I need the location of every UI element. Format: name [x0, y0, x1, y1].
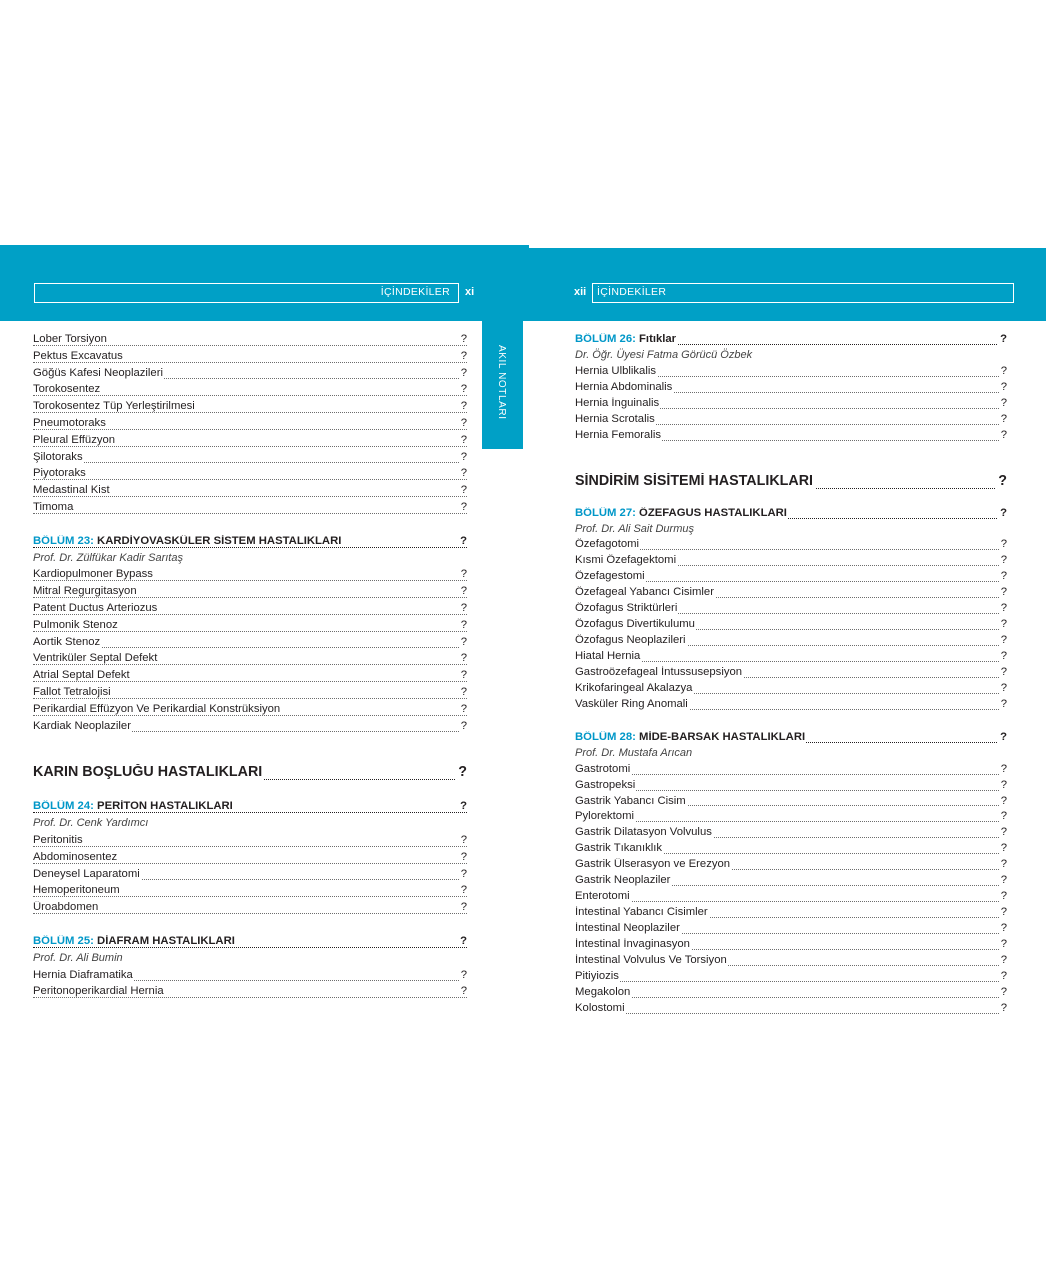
toc-entry[interactable]: Pulmonik Stenoz ?	[33, 619, 467, 636]
side-tab-label: AKIL NOTLARI	[496, 345, 507, 420]
left-header-title: İÇİNDEKİLER	[380, 286, 450, 298]
toc-entry[interactable]: Gastrik Tıkanıklık ?	[575, 842, 1007, 858]
toc-entry[interactable]: Vasküler Ring Anomali ?	[575, 698, 1007, 714]
toc-entry[interactable]: Patent Ductus Arteriozus ?	[33, 602, 467, 619]
toc-entry[interactable]: Kardiak Neoplaziler ?	[33, 720, 467, 737]
toc-entry[interactable]: Hemoperitoneum ?	[33, 884, 467, 901]
toc-entry[interactable]: Pektus Excavatus ?	[33, 350, 467, 367]
toc-entry[interactable]: Özefagestomi ?	[575, 570, 1007, 586]
toc-entry[interactable]: Pneumotoraks ?	[33, 417, 467, 434]
toc-entry[interactable]: Özofagus Divertikulumu ?	[575, 618, 1007, 634]
toc-entry[interactable]: Peritonitis ?	[33, 834, 467, 851]
toc-entry[interactable]: Özefagotomi ?	[575, 538, 1007, 554]
chapter-28-heading[interactable]: BÖLÜM 28: MİDE-BARSAK HASTALIKLARI ?	[575, 731, 1007, 747]
toc-entry[interactable]: İntestinal Yabancı Cisimler ?	[575, 906, 1007, 922]
toc-entry[interactable]: Atrial Septal Defekt ?	[33, 669, 467, 686]
chapter-26-heading[interactable]: BÖLÜM 26: Fıtıklar ?	[575, 333, 1007, 349]
chapter-27-author: Prof. Dr. Ali Sait Durmuş	[575, 522, 694, 535]
toc-entry[interactable]: Deneysel Laparatomi ?	[33, 868, 467, 885]
toc-entry[interactable]: Gastropeksi ?	[575, 779, 1007, 795]
chapter-25-heading[interactable]: BÖLÜM 25: DİAFRAM HASTALIKLARI ?	[33, 935, 467, 952]
right-page-number: xii	[574, 286, 587, 298]
chapter-24-heading[interactable]: BÖLÜM 24: PERİTON HASTALIKLARI ?	[33, 800, 467, 817]
toc-entry[interactable]: Fallot Tetralojisi ?	[33, 686, 467, 703]
chapter-26-author: Dr. Öğr. Üyesi Fatma Görücü Özbek	[575, 348, 753, 361]
toc-entry[interactable]: Lober Torsiyon ?	[33, 333, 467, 350]
toc-entry[interactable]: Şilotoraks ?	[33, 451, 467, 468]
toc-entry[interactable]: Hernia Ulblikalis ?	[575, 365, 1007, 381]
toc-entry[interactable]: Hernia İnguinalis ?	[575, 397, 1007, 413]
toc-entry[interactable]: Hernia Abdominalis ?	[575, 381, 1007, 397]
toc-entry[interactable]: Ventriküler Septal Defekt ?	[33, 652, 467, 669]
toc-entry[interactable]: Hernia Femoralis ?	[575, 429, 1007, 445]
toc-entry[interactable]: İntestinal Neoplaziler ?	[575, 922, 1007, 938]
toc-entry[interactable]: Pleural Effüzyon ?	[33, 434, 467, 451]
side-tab	[482, 321, 523, 449]
left-header-title-box	[34, 283, 459, 303]
section-heading-abdomen[interactable]: KARIN BOŞLUĞU HASTALIKLARI ?	[33, 764, 467, 784]
toc-entry[interactable]: Göğüs Kafesi Neoplazileri ?	[33, 367, 467, 384]
toc-entry[interactable]: Mitral Regurgitasyon ?	[33, 585, 467, 602]
left-toc-column	[33, 333, 467, 1002]
toc-entry[interactable]: Kolostomi ?	[575, 1002, 1007, 1018]
toc-entry[interactable]: Kısmi Özefagektomi ?	[575, 554, 1007, 570]
toc-entry[interactable]: Özefageal Yabancı Cisimler ?	[575, 586, 1007, 602]
toc-entry[interactable]: Pylorektomi ?	[575, 810, 1007, 826]
toc-entry[interactable]: Gastrik Dilatasyon Volvulus ?	[575, 826, 1007, 842]
chapter-23-author: Prof. Dr. Zülfükar Kadir Sarıtaş	[33, 551, 183, 564]
toc-entry[interactable]: Pitiyiozis ?	[575, 970, 1007, 986]
right-header-title: İÇİNDEKİLER	[597, 286, 667, 298]
toc-entry[interactable]: Özofagus Striktürleri ?	[575, 602, 1007, 618]
chapter-25-author: Prof. Dr. Ali Bumin	[33, 951, 123, 964]
toc-entry[interactable]: Timoma ?	[33, 501, 467, 518]
toc-entry[interactable]: Torokosentez ?	[33, 383, 467, 400]
toc-entry[interactable]: Enterotomi ?	[575, 890, 1007, 906]
chapter-28-author: Prof. Dr. Mustafa Arıcan	[575, 746, 693, 759]
toc-entry[interactable]: Kardiopulmoner Bypass ?	[33, 568, 467, 585]
toc-entry[interactable]: Gastrik Yabancı Cisim ?	[575, 795, 1007, 811]
toc-entry[interactable]: Peritonoperikardial Hernia ?	[33, 985, 467, 1002]
toc-entry[interactable]: Perikardial Effüzyon Ve Perikardial Konstrüksiyon ?	[33, 703, 467, 720]
toc-entry[interactable]: Torokosentez Tüp Yerleştirilmesi ?	[33, 400, 467, 417]
toc-entry[interactable]: Piyotoraks ?	[33, 467, 467, 484]
chapter-23-heading[interactable]: BÖLÜM 23: KARDİYOVASKÜLER SİSTEM HASTALIKLARI ?	[33, 535, 467, 552]
toc-entry[interactable]: Gastroözefageal İntussusepsiyon ?	[575, 666, 1007, 682]
toc-entry[interactable]: Hernia Scrotalis ?	[575, 413, 1007, 429]
toc-entry[interactable]: Hiatal Hernia ?	[575, 650, 1007, 666]
toc-entry[interactable]: Aortik Stenoz ?	[33, 636, 467, 653]
left-page-number: xi	[465, 286, 475, 298]
right-toc-column	[575, 333, 1007, 1018]
section-heading-digestive[interactable]: SİNDİRİM SİSİTEMİ HASTALIKLARI ?	[575, 473, 1007, 493]
toc-entry[interactable]: Gastrik Neoplaziler ?	[575, 874, 1007, 890]
chapter-27-heading[interactable]: BÖLÜM 27: ÖZEFAGUS HASTALIKLARI ?	[575, 507, 1007, 523]
toc-entry[interactable]: Megakolon ?	[575, 986, 1007, 1002]
toc-entry[interactable]: Gastrik Ülserasyon ve Erezyon ?	[575, 858, 1007, 874]
toc-entry[interactable]: Gastrotomi ?	[575, 763, 1007, 779]
toc-entry[interactable]: İntestinal Volvulus Ve Torsiyon ?	[575, 954, 1007, 970]
chapter-24-author: Prof. Dr. Cenk Yardımcı	[33, 817, 149, 830]
toc-entry[interactable]: Medastinal Kist ?	[33, 484, 467, 501]
toc-entry[interactable]: Krikofaringeal Akalazya ?	[575, 682, 1007, 698]
toc-entry[interactable]: Abdominosentez ?	[33, 851, 467, 868]
toc-entry[interactable]: Özofagus Neoplazileri ?	[575, 634, 1007, 650]
toc-entry[interactable]: İntestinal İnvaginasyon ?	[575, 938, 1007, 954]
toc-entry[interactable]: Hernia Diaframatika ?	[33, 969, 467, 986]
right-header-title-box	[592, 283, 1014, 303]
toc-entry[interactable]: Üroabdomen ?	[33, 901, 467, 918]
